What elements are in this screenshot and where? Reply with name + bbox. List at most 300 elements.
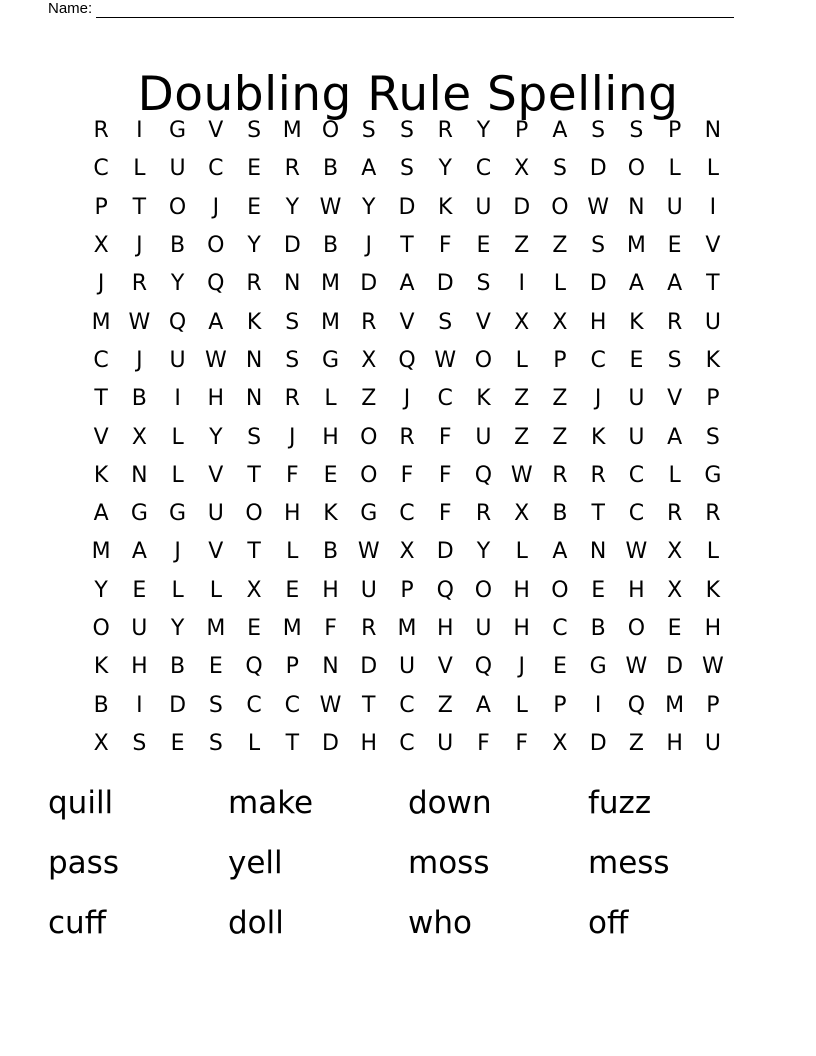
grid-letter[interactable]: T bbox=[706, 271, 720, 297]
grid-letter[interactable]: K bbox=[246, 309, 262, 335]
grid-letter[interactable]: Q bbox=[474, 462, 493, 488]
grid-letter[interactable]: L bbox=[515, 692, 528, 718]
grid-letter[interactable]: C bbox=[246, 692, 262, 718]
grid-letter[interactable]: D bbox=[322, 730, 339, 756]
grid-letter[interactable]: S bbox=[552, 156, 567, 182]
grid-letter[interactable]: J bbox=[136, 347, 143, 373]
grid-letter[interactable]: O bbox=[474, 577, 493, 603]
grid-letter[interactable]: P bbox=[667, 118, 682, 144]
grid-letter[interactable]: L bbox=[706, 156, 719, 182]
grid-letter[interactable]: U bbox=[169, 347, 186, 373]
grid-letter[interactable]: W bbox=[434, 347, 457, 373]
grid-letter[interactable]: Q bbox=[436, 577, 454, 603]
grid-letter[interactable]: K bbox=[323, 501, 338, 527]
grid-letter[interactable]: V bbox=[93, 424, 109, 450]
grid-letter[interactable]: E bbox=[476, 233, 491, 259]
grid-letter[interactable]: X bbox=[667, 539, 683, 565]
grid-letter[interactable]: M bbox=[321, 309, 341, 335]
grid-letter[interactable]: D bbox=[513, 194, 531, 220]
grid-letter[interactable]: H bbox=[704, 616, 722, 641]
grid-letter[interactable]: R bbox=[666, 501, 683, 527]
grid-letter[interactable]: R bbox=[284, 386, 300, 412]
grid-letter[interactable]: X bbox=[361, 347, 377, 373]
grid-letter[interactable]: A bbox=[552, 118, 568, 144]
grid-letter[interactable]: B bbox=[322, 539, 339, 565]
grid-letter[interactable]: X bbox=[514, 501, 530, 527]
grid-letter[interactable]: E bbox=[247, 616, 261, 641]
grid-letter[interactable]: H bbox=[589, 309, 607, 335]
grid-letter[interactable]: D bbox=[360, 271, 378, 297]
grid-letter[interactable]: I bbox=[594, 692, 602, 718]
grid-letter[interactable]: W bbox=[319, 692, 342, 718]
grid-letter[interactable]: P bbox=[706, 692, 720, 718]
grid-letter[interactable]: M bbox=[665, 692, 685, 718]
grid-letter[interactable]: D bbox=[436, 271, 454, 297]
grid-letter[interactable]: K bbox=[705, 577, 721, 603]
grid-letter[interactable]: X bbox=[514, 309, 530, 335]
grid-letter[interactable]: S bbox=[591, 233, 606, 259]
grid-letter[interactable]: K bbox=[476, 386, 491, 412]
grid-letter[interactable]: X bbox=[93, 730, 109, 756]
grid-letter[interactable]: S bbox=[208, 730, 223, 756]
grid-letter[interactable]: F bbox=[438, 233, 452, 259]
grid-letter[interactable]: T bbox=[362, 692, 376, 718]
grid-letter[interactable]: X bbox=[246, 577, 262, 603]
grid-letter[interactable]: Y bbox=[285, 194, 300, 220]
grid-letter[interactable]: H bbox=[513, 616, 530, 641]
grid-letter[interactable]: R bbox=[552, 462, 568, 488]
grid-letter[interactable]: R bbox=[361, 309, 377, 335]
grid-letter[interactable]: R bbox=[284, 156, 300, 182]
grid-letter[interactable]: R bbox=[705, 501, 721, 527]
grid-letter[interactable]: C bbox=[208, 156, 224, 182]
grid-letter[interactable]: Y bbox=[170, 271, 185, 297]
grid-letter[interactable]: L bbox=[515, 539, 528, 565]
grid-row bbox=[82, 686, 732, 724]
grid-letter[interactable]: J bbox=[289, 424, 296, 450]
grid-letter[interactable]: J bbox=[97, 271, 105, 297]
grid-letter[interactable]: G bbox=[589, 654, 607, 680]
word-bank-item: who bbox=[408, 905, 472, 941]
grid-letter[interactable]: U bbox=[398, 654, 416, 680]
grid-letter[interactable]: S bbox=[629, 118, 644, 144]
grid-letter[interactable]: R bbox=[666, 309, 683, 335]
grid-letter[interactable]: R bbox=[246, 271, 262, 297]
grid-letter[interactable]: G bbox=[360, 501, 378, 527]
grid-letter[interactable]: N bbox=[284, 271, 301, 297]
grid-letter[interactable]: W bbox=[625, 539, 648, 565]
grid-letter[interactable]: E bbox=[591, 577, 606, 603]
grid-letter[interactable]: A bbox=[131, 539, 147, 565]
grid-letter[interactable]: X bbox=[93, 233, 109, 259]
grid-letter[interactable]: R bbox=[437, 118, 453, 144]
grid-letter[interactable]: V bbox=[705, 233, 721, 259]
grid-letter[interactable]: E bbox=[323, 462, 338, 488]
grid-letter[interactable]: T bbox=[247, 462, 261, 488]
grid-letter[interactable]: H bbox=[322, 577, 339, 603]
grid-letter[interactable]: S bbox=[361, 118, 376, 144]
grid-letter[interactable]: O bbox=[321, 118, 340, 144]
grid-letter[interactable]: L bbox=[706, 539, 719, 565]
grid-letter[interactable]: D bbox=[666, 654, 684, 680]
grid-row bbox=[82, 648, 732, 686]
grid-letter[interactable]: B bbox=[131, 386, 147, 412]
grid-letter[interactable]: A bbox=[208, 309, 224, 335]
grid-letter[interactable]: C bbox=[590, 347, 606, 373]
grid-letter[interactable]: I bbox=[136, 118, 143, 144]
grid-letter[interactable]: Y bbox=[362, 194, 376, 220]
grid-letter[interactable]: E bbox=[285, 577, 300, 603]
grid-letter[interactable]: W bbox=[204, 347, 227, 373]
grid-letter[interactable]: W bbox=[510, 462, 533, 488]
grid-letter[interactable]: J bbox=[174, 539, 181, 565]
grid-letter[interactable]: E bbox=[132, 577, 147, 603]
grid-letter[interactable]: V bbox=[208, 462, 224, 488]
grid-letter[interactable]: P bbox=[515, 118, 529, 144]
grid-letter[interactable]: Q bbox=[207, 271, 225, 297]
grid-letter[interactable]: L bbox=[668, 156, 681, 182]
grid-letter[interactable]: N bbox=[245, 347, 263, 373]
grid-letter[interactable]: Q bbox=[398, 347, 416, 373]
grid-letter[interactable]: U bbox=[207, 501, 224, 527]
grid-letter[interactable]: J bbox=[212, 194, 220, 220]
grid-letter[interactable]: N bbox=[131, 462, 148, 488]
grid-letter[interactable]: F bbox=[515, 730, 529, 756]
grid-letter[interactable]: J bbox=[136, 233, 143, 259]
grid-letter[interactable]: K bbox=[93, 462, 109, 488]
grid-letter[interactable]: O bbox=[245, 501, 263, 527]
grid-letter[interactable]: Q bbox=[627, 692, 646, 718]
grid-letter[interactable]: G bbox=[130, 501, 148, 527]
grid-letter[interactable]: O bbox=[627, 156, 646, 182]
grid-letter[interactable]: C bbox=[93, 347, 109, 373]
grid-letter[interactable]: B bbox=[93, 692, 109, 718]
grid-letter[interactable]: W bbox=[357, 539, 380, 565]
grid-letter[interactable]: H bbox=[131, 654, 148, 680]
grid-letter[interactable]: M bbox=[397, 616, 417, 641]
grid-letter[interactable]: D bbox=[436, 539, 454, 565]
grid-letter[interactable]: S bbox=[247, 118, 262, 144]
grid-letter[interactable]: U bbox=[169, 156, 186, 182]
grid-letter[interactable]: P bbox=[553, 347, 567, 373]
grid-letter[interactable]: H bbox=[666, 730, 683, 756]
grid-letter[interactable]: F bbox=[477, 730, 490, 756]
grid-letter[interactable]: I bbox=[709, 194, 717, 220]
grid-letter[interactable]: H bbox=[628, 577, 645, 603]
grid-letter[interactable]: L bbox=[209, 577, 222, 603]
grid-letter[interactable]: O bbox=[551, 577, 569, 603]
grid-letter[interactable]: L bbox=[553, 271, 567, 297]
grid-letter[interactable]: D bbox=[283, 233, 301, 259]
grid-letter[interactable]: S bbox=[667, 347, 682, 373]
grid-letter[interactable]: E bbox=[247, 156, 261, 182]
grid-letter[interactable]: T bbox=[94, 386, 108, 412]
grid-letter[interactable]: Q bbox=[168, 309, 187, 335]
grid-letter[interactable]: P bbox=[553, 692, 567, 718]
grid-letter[interactable]: Z bbox=[361, 386, 377, 412]
grid-letter[interactable]: S bbox=[132, 730, 147, 756]
grid-letter[interactable]: R bbox=[131, 271, 147, 297]
grid-letter[interactable]: S bbox=[400, 156, 414, 182]
grid-letter[interactable]: O bbox=[360, 462, 378, 488]
grid-letter[interactable]: L bbox=[133, 156, 146, 182]
grid-letter[interactable]: Y bbox=[476, 118, 491, 144]
grid-row bbox=[82, 610, 732, 648]
grid-letter[interactable]: W bbox=[587, 194, 610, 220]
grid-letter[interactable]: X bbox=[552, 309, 568, 335]
grid-letter[interactable]: K bbox=[629, 309, 644, 335]
grid-letter[interactable]: E bbox=[667, 233, 682, 259]
grid-letter[interactable]: S bbox=[285, 347, 300, 373]
grid-letter[interactable]: J bbox=[403, 386, 411, 412]
grid-letter[interactable]: H bbox=[207, 386, 225, 412]
grid-letter[interactable]: G bbox=[169, 118, 187, 144]
grid-letter[interactable]: H bbox=[436, 616, 454, 641]
grid-letter[interactable]: C bbox=[399, 730, 415, 756]
grid-letter[interactable]: N bbox=[628, 194, 645, 220]
grid-letter[interactable]: B bbox=[322, 156, 339, 182]
grid-letter[interactable]: A bbox=[399, 271, 415, 297]
grid-letter[interactable]: U bbox=[475, 424, 492, 450]
grid-letter[interactable]: O bbox=[551, 194, 569, 220]
grid-letter[interactable]: E bbox=[667, 616, 682, 641]
grid-letter[interactable]: M bbox=[91, 539, 111, 565]
grid-letter[interactable]: S bbox=[285, 309, 300, 335]
grid-letter[interactable]: V bbox=[208, 118, 224, 144]
grid-letter[interactable]: T bbox=[591, 501, 605, 527]
grid-letter[interactable]: L bbox=[247, 730, 261, 756]
grid-letter[interactable]: D bbox=[398, 194, 416, 220]
grid-letter[interactable]: U bbox=[704, 730, 721, 756]
grid-letter[interactable]: Y bbox=[476, 539, 491, 565]
grid-letter[interactable]: A bbox=[361, 156, 377, 182]
grid-letter[interactable]: S bbox=[247, 424, 262, 450]
grid-letter[interactable]: U bbox=[475, 194, 492, 220]
grid-letter[interactable]: R bbox=[361, 616, 377, 641]
grid-row bbox=[82, 342, 732, 380]
grid-letter[interactable]: C bbox=[284, 692, 300, 718]
grid-letter[interactable]: F bbox=[285, 462, 299, 488]
grid-letter[interactable]: L bbox=[171, 462, 184, 488]
grid-letter[interactable]: G bbox=[169, 501, 187, 527]
grid-letter[interactable]: F bbox=[324, 616, 337, 641]
grid-letter[interactable]: C bbox=[399, 692, 415, 718]
grid-letter[interactable]: B bbox=[322, 233, 339, 259]
grid-letter[interactable]: H bbox=[360, 730, 378, 756]
grid-letter[interactable]: D bbox=[169, 692, 187, 718]
grid-letter[interactable]: R bbox=[399, 424, 415, 450]
grid-letter[interactable]: N bbox=[704, 118, 722, 144]
grid-letter[interactable]: Z bbox=[552, 386, 568, 412]
grid-letter[interactable]: P bbox=[94, 194, 108, 220]
grid-letter[interactable]: I bbox=[518, 271, 525, 297]
grid-letter[interactable]: F bbox=[438, 501, 452, 527]
grid-letter[interactable]: W bbox=[625, 654, 648, 680]
grid-letter[interactable]: S bbox=[208, 692, 223, 718]
grid-letter[interactable]: Z bbox=[514, 233, 530, 259]
grid-letter[interactable]: Y bbox=[438, 156, 452, 182]
grid-letter[interactable]: X bbox=[399, 539, 415, 565]
grid-letter[interactable]: W bbox=[701, 654, 724, 680]
grid-letter[interactable]: X bbox=[514, 156, 530, 182]
grid-letter[interactable]: X bbox=[667, 577, 683, 603]
grid-letter[interactable]: A bbox=[475, 692, 491, 718]
grid-letter[interactable]: S bbox=[476, 271, 491, 297]
grid-letter[interactable]: L bbox=[171, 577, 184, 603]
grid-letter[interactable]: H bbox=[513, 577, 530, 603]
grid-letter[interactable]: Q bbox=[474, 654, 493, 680]
grid-letter[interactable]: A bbox=[552, 539, 568, 565]
grid-letter[interactable]: X bbox=[552, 730, 568, 756]
grid-letter[interactable]: X bbox=[131, 424, 147, 450]
grid-letter[interactable]: C bbox=[399, 501, 415, 527]
grid-letter[interactable]: K bbox=[438, 194, 453, 220]
word-bank-item: yell bbox=[228, 845, 283, 881]
grid-row bbox=[82, 189, 732, 227]
grid-letter[interactable]: U bbox=[628, 386, 645, 412]
grid-letter[interactable]: R bbox=[93, 118, 109, 144]
grid-letter[interactable]: F bbox=[438, 462, 452, 488]
grid-letter[interactable]: C bbox=[437, 386, 453, 412]
grid-letter[interactable]: U bbox=[437, 730, 454, 756]
grid-letter[interactable]: L bbox=[286, 539, 299, 565]
grid-letter[interactable]: O bbox=[207, 233, 225, 259]
grid-letter[interactable]: N bbox=[589, 539, 607, 565]
grid-letter[interactable]: V bbox=[399, 309, 415, 335]
grid-letter[interactable]: K bbox=[93, 654, 109, 680]
grid-letter[interactable]: C bbox=[628, 462, 645, 488]
grid-letter[interactable]: U bbox=[131, 616, 148, 641]
grid-letter[interactable]: U bbox=[360, 577, 377, 603]
grid-letter[interactable]: M bbox=[282, 616, 302, 641]
grid-letter[interactable]: A bbox=[667, 271, 683, 297]
grid-letter[interactable]: L bbox=[171, 424, 184, 450]
grid-letter[interactable]: U bbox=[475, 616, 492, 641]
grid-letter[interactable]: D bbox=[589, 271, 607, 297]
grid-letter[interactable]: C bbox=[475, 156, 492, 182]
name-line[interactable] bbox=[96, 3, 734, 18]
grid-letter[interactable]: Z bbox=[514, 386, 530, 412]
grid-letter[interactable]: H bbox=[284, 501, 301, 527]
grid-letter[interactable]: Z bbox=[552, 233, 568, 259]
grid-letter[interactable]: P bbox=[706, 386, 720, 412]
grid-letter[interactable]: T bbox=[132, 194, 147, 220]
grid-letter[interactable]: U bbox=[666, 194, 683, 220]
grid-letter[interactable]: M bbox=[321, 271, 341, 297]
grid-letter[interactable]: C bbox=[552, 616, 568, 641]
grid-letter[interactable]: J bbox=[594, 386, 602, 412]
grid-letter[interactable]: M bbox=[282, 118, 302, 144]
grid-letter[interactable]: S bbox=[438, 309, 453, 335]
grid-letter[interactable]: L bbox=[324, 386, 337, 412]
grid-letter[interactable]: R bbox=[590, 462, 606, 488]
grid-letter[interactable]: S bbox=[400, 118, 414, 144]
grid-letter[interactable]: Z bbox=[552, 424, 568, 450]
grid-letter[interactable]: H bbox=[322, 424, 339, 450]
grid-letter[interactable]: M bbox=[206, 616, 226, 641]
grid-letter[interactable]: Z bbox=[437, 692, 453, 718]
grid-letter[interactable]: Y bbox=[94, 577, 108, 603]
grid-letter[interactable]: G bbox=[321, 347, 340, 373]
grid-letter[interactable]: V bbox=[475, 309, 491, 335]
grid-letter[interactable]: Y bbox=[247, 233, 261, 259]
grid-letter[interactable]: A bbox=[667, 424, 683, 450]
grid-letter[interactable]: B bbox=[170, 654, 186, 680]
grid-letter[interactable]: O bbox=[360, 424, 378, 450]
grid-letter[interactable]: V bbox=[437, 654, 453, 680]
grid-letter[interactable]: P bbox=[400, 577, 414, 603]
grid-letter[interactable]: E bbox=[170, 730, 185, 756]
grid-letter[interactable]: U bbox=[704, 309, 721, 335]
grid-letter[interactable]: E bbox=[208, 654, 223, 680]
word-bank-item: mess bbox=[588, 845, 670, 881]
grid-letter[interactable]: O bbox=[627, 616, 646, 641]
grid-letter[interactable]: Q bbox=[245, 654, 263, 680]
grid-letter[interactable]: U bbox=[628, 424, 645, 450]
grid-letter[interactable]: S bbox=[591, 118, 606, 144]
grid-letter[interactable]: K bbox=[705, 347, 721, 373]
grid-letter[interactable]: K bbox=[590, 424, 606, 450]
grid-letter[interactable]: T bbox=[285, 730, 300, 756]
grid-letter[interactable]: A bbox=[628, 271, 644, 297]
grid-letter[interactable]: O bbox=[92, 616, 110, 641]
grid-letter[interactable]: L bbox=[515, 347, 528, 373]
grid-letter[interactable]: S bbox=[705, 424, 720, 450]
grid-letter[interactable]: P bbox=[285, 654, 299, 680]
grid-letter[interactable]: E bbox=[247, 194, 261, 220]
grid-letter[interactable]: C bbox=[93, 156, 109, 182]
grid-letter[interactable]: V bbox=[667, 386, 683, 412]
grid-letter[interactable]: V bbox=[208, 539, 224, 565]
grid-letter[interactable]: T bbox=[247, 539, 261, 565]
grid-letter[interactable]: G bbox=[704, 462, 722, 488]
grid-letter[interactable]: E bbox=[629, 347, 644, 373]
grid-letter[interactable]: T bbox=[400, 233, 414, 259]
grid-letter[interactable]: O bbox=[474, 347, 493, 373]
grid-letter[interactable]: O bbox=[168, 194, 187, 220]
grid-letter[interactable]: E bbox=[552, 654, 567, 680]
grid-row bbox=[82, 533, 732, 571]
grid-letter[interactable]: W bbox=[319, 194, 342, 220]
grid-letter[interactable]: F bbox=[400, 462, 414, 488]
grid-letter[interactable]: N bbox=[322, 654, 339, 680]
grid-letter[interactable]: L bbox=[668, 462, 681, 488]
grid-letter[interactable]: Z bbox=[628, 730, 644, 756]
grid-letter[interactable]: B bbox=[170, 233, 186, 259]
grid-letter[interactable]: J bbox=[365, 233, 372, 259]
grid-letter[interactable]: A bbox=[93, 501, 109, 527]
grid-row bbox=[82, 112, 732, 150]
grid-letter[interactable]: I bbox=[174, 386, 181, 412]
grid-letter[interactable]: D bbox=[360, 654, 378, 680]
grid-letter[interactable]: J bbox=[518, 654, 525, 680]
grid-letter[interactable]: D bbox=[589, 730, 607, 756]
grid-letter[interactable]: Y bbox=[209, 424, 223, 450]
grid-letter[interactable]: Z bbox=[514, 424, 530, 450]
grid-letter[interactable]: R bbox=[475, 501, 492, 527]
grid-letter[interactable]: M bbox=[91, 309, 111, 335]
grid-letter[interactable]: N bbox=[245, 386, 263, 412]
grid-letter[interactable]: B bbox=[552, 501, 568, 527]
grid-letter[interactable]: W bbox=[128, 309, 151, 335]
grid-letter[interactable]: F bbox=[438, 424, 452, 450]
grid-letter[interactable]: M bbox=[626, 233, 646, 259]
grid-letter[interactable]: Y bbox=[170, 616, 185, 641]
grid-letter[interactable]: D bbox=[589, 156, 607, 182]
grid-letter[interactable]: I bbox=[136, 692, 143, 718]
grid-letter[interactable]: B bbox=[590, 616, 606, 641]
grid-letter[interactable]: C bbox=[628, 501, 645, 527]
